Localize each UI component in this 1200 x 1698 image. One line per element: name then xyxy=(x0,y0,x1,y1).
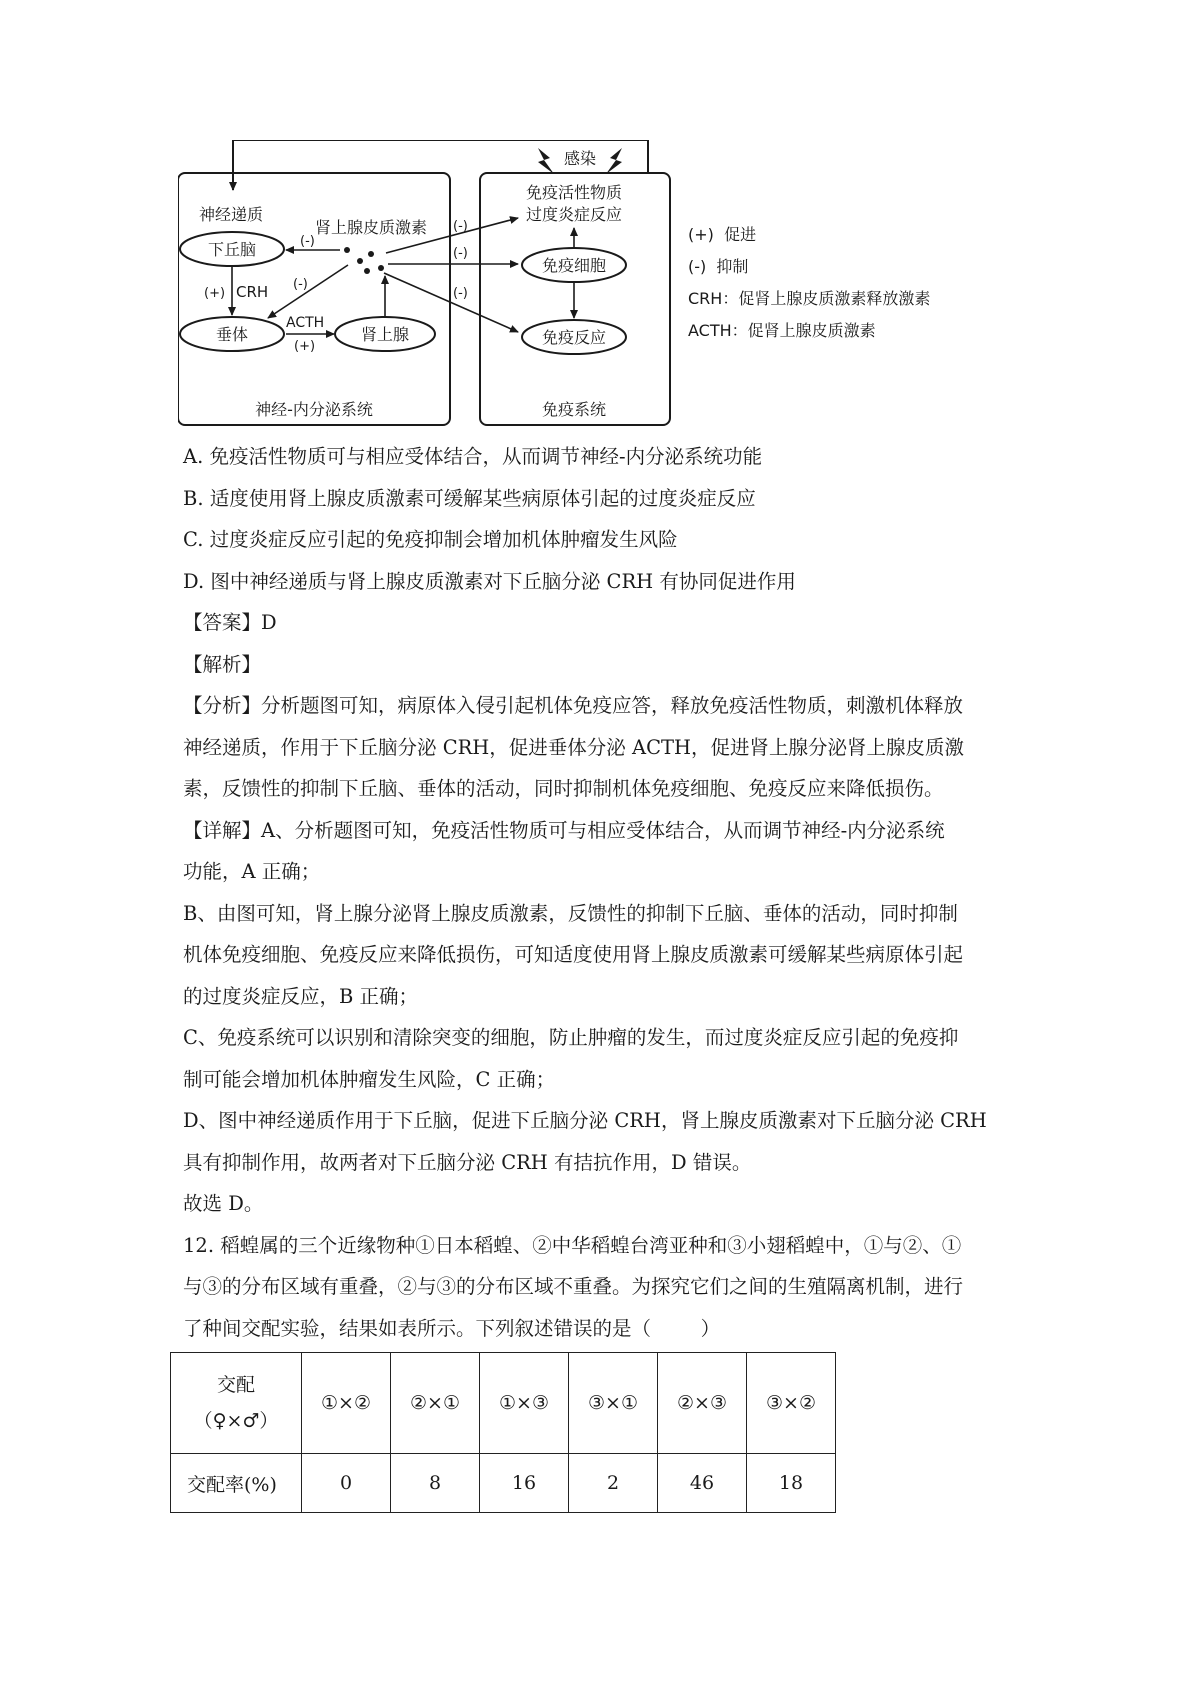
table-row xyxy=(171,1454,836,1513)
analysis-line-1: 【分析】分析题图可知，病原体入侵引起机体免疫应答，释放免疫活性物质，刺激机体释放 xyxy=(183,694,964,717)
adrenal-label: 肾上腺 xyxy=(360,325,410,344)
table-header-cell: ②×③ xyxy=(658,1353,747,1454)
immune-system-label: 免疫系统 xyxy=(541,400,607,419)
table-header-mating-line2: （♀×♂） xyxy=(193,1410,279,1432)
detail-line-6: C、免疫系统可以识别和清除突变的细胞，防止肿瘤的发生，而过度炎症反应引起的免疫抑 xyxy=(183,1026,959,1049)
plus-sign-acth: (+) xyxy=(294,339,316,354)
table-cell: 46 xyxy=(658,1454,747,1513)
question-12-line-3: 了种间交配实验，结果如表所示。下列叙述错误的是（ ） xyxy=(183,1316,721,1340)
option-c: C. 过度炎症反应引起的免疫抑制会增加机体肿瘤发生风险 xyxy=(183,528,678,551)
table-header-row xyxy=(171,1353,836,1454)
minus-sign-1: (-) xyxy=(300,234,315,249)
answer: 【答案】D xyxy=(183,611,277,634)
table-header-cell: ③×① xyxy=(569,1353,658,1454)
analysis-header: 【解析】 xyxy=(183,652,262,676)
option-d: D. 图中神经递质与肾上腺皮质激素对下丘脑分泌 CRH 有协同促进作用 xyxy=(183,569,796,593)
table-row-label: 交配率(%) xyxy=(171,1454,302,1513)
minus-sign-2: (-) xyxy=(293,277,308,292)
table-header-mating xyxy=(171,1353,302,1454)
plus-sign-crh: (+) xyxy=(204,286,226,301)
detail-line-5: 的过度炎症反应，B 正确； xyxy=(183,984,419,1008)
table-cell: 16 xyxy=(480,1454,569,1513)
immune-response-label: 免疫反应 xyxy=(541,328,607,347)
immune-cells-label: 免疫细胞 xyxy=(541,256,607,275)
analysis-line-3: 素，反馈性的抑制下丘脑、垂体的活动，同时抑制机体免疫细胞、免疫反应来降低损伤。 xyxy=(183,777,944,800)
table-cell: 18 xyxy=(747,1454,836,1513)
minus-sign-4: (-) xyxy=(453,246,468,261)
immune-active-line2: 过度炎症反应 xyxy=(525,205,623,224)
minus-sign-3: (-) xyxy=(453,219,468,234)
neuro-endocrine-label: 神经-内分泌系统 xyxy=(255,400,373,419)
legend-acth: ACTH：促肾上腺皮质激素 xyxy=(688,321,876,340)
detail-line-7: 制可能会增加机体肿瘤发生风险，C 正确； xyxy=(183,1067,556,1091)
cortisol-dots xyxy=(344,247,384,274)
table-header-cell: ①×② xyxy=(302,1353,391,1454)
detail-line-4: 机体免疫细胞、免疫反应来降低损伤，可知适度使用肾上腺皮质激素可缓解某些病原体引起 xyxy=(183,943,964,966)
legend-plus: (+) 促进 xyxy=(688,225,757,244)
immune-active-line1: 免疫活性物质 xyxy=(525,183,623,202)
option-b: B. 适度使用肾上腺皮质激素可缓解某些病原体引起的过度炎症反应 xyxy=(183,486,756,510)
minus-sign-5: (-) xyxy=(453,286,468,301)
table-cell: 0 xyxy=(302,1454,391,1513)
table-cell: 2 xyxy=(569,1454,658,1513)
table-header-cell: ③×② xyxy=(747,1353,836,1454)
neurotransmitter-label: 神经递质 xyxy=(199,205,264,224)
analysis-line-2: 神经递质，作用于下丘脑分泌 CRH，促进垂体分泌 ACTH，促进肾上腺分泌肾上腺皮质激 xyxy=(183,735,965,759)
detail-line-8: D、图中神经递质作用于下丘脑，促进下丘脑分泌 CRH，肾上腺皮质激素对下丘脑分泌 CRH xyxy=(183,1109,987,1132)
legend-crh: CRH：促肾上腺皮质激素释放激素 xyxy=(688,289,931,308)
acth-arrow-label: ACTH xyxy=(286,315,325,331)
regulation-diagram xyxy=(178,140,1038,440)
question-12-line-1: 12. 稻蝗属的三个近缘物种①日本稻蝗、②中华稻蝗台湾亚种和③小翅稻蝗中，①与②、① xyxy=(183,1233,962,1257)
crh-arrow-label: CRH xyxy=(236,283,269,301)
options-block xyxy=(183,436,1023,1349)
detail-line-2: 功能，A 正确； xyxy=(183,860,321,883)
table-cell: 8 xyxy=(391,1454,480,1513)
table-header-cell: ①×③ xyxy=(480,1353,569,1454)
question-12-line-2: 与③的分布区域有重叠，②与③的分布区域不重叠。为探究它们之间的生殖隔离机制，进行 xyxy=(183,1275,964,1298)
hypothalamus-label: 下丘脑 xyxy=(207,240,257,259)
pituitary-label: 垂体 xyxy=(215,325,249,344)
table-header-mating-line1: 交配 xyxy=(216,1374,255,1396)
table-header-cell: ②×① xyxy=(391,1353,480,1454)
legend-minus: (-) 抑制 xyxy=(688,257,749,276)
infection-label: 感染 xyxy=(563,149,597,168)
lightning-bolt-right-icon xyxy=(606,148,622,174)
cortisol-label: 肾上腺皮质激素 xyxy=(315,218,428,237)
detail-line-10: 故选 D。 xyxy=(183,1192,264,1215)
mating-rate-table xyxy=(170,1352,836,1513)
lightning-bolt-left-icon xyxy=(538,148,554,174)
detail-line-9: 具有抑制作用，故两者对下丘脑分泌 CRH 有拮抗作用，D 错误。 xyxy=(183,1150,752,1174)
option-a: A. 免疫活性物质可与相应受体结合，从而调节神经-内分泌系统功能 xyxy=(183,445,763,468)
detail-line-1: 【详解】A、分析题图可知，免疫活性物质可与相应受体结合，从而调节神经-内分泌系统 xyxy=(183,818,945,842)
detail-line-3: B、由图可知，肾上腺分泌肾上腺皮质激素，反馈性的抑制下丘脑、垂体的活动，同时抑制 xyxy=(183,901,958,925)
arrow-cortisol-to-pituitary xyxy=(268,265,348,318)
